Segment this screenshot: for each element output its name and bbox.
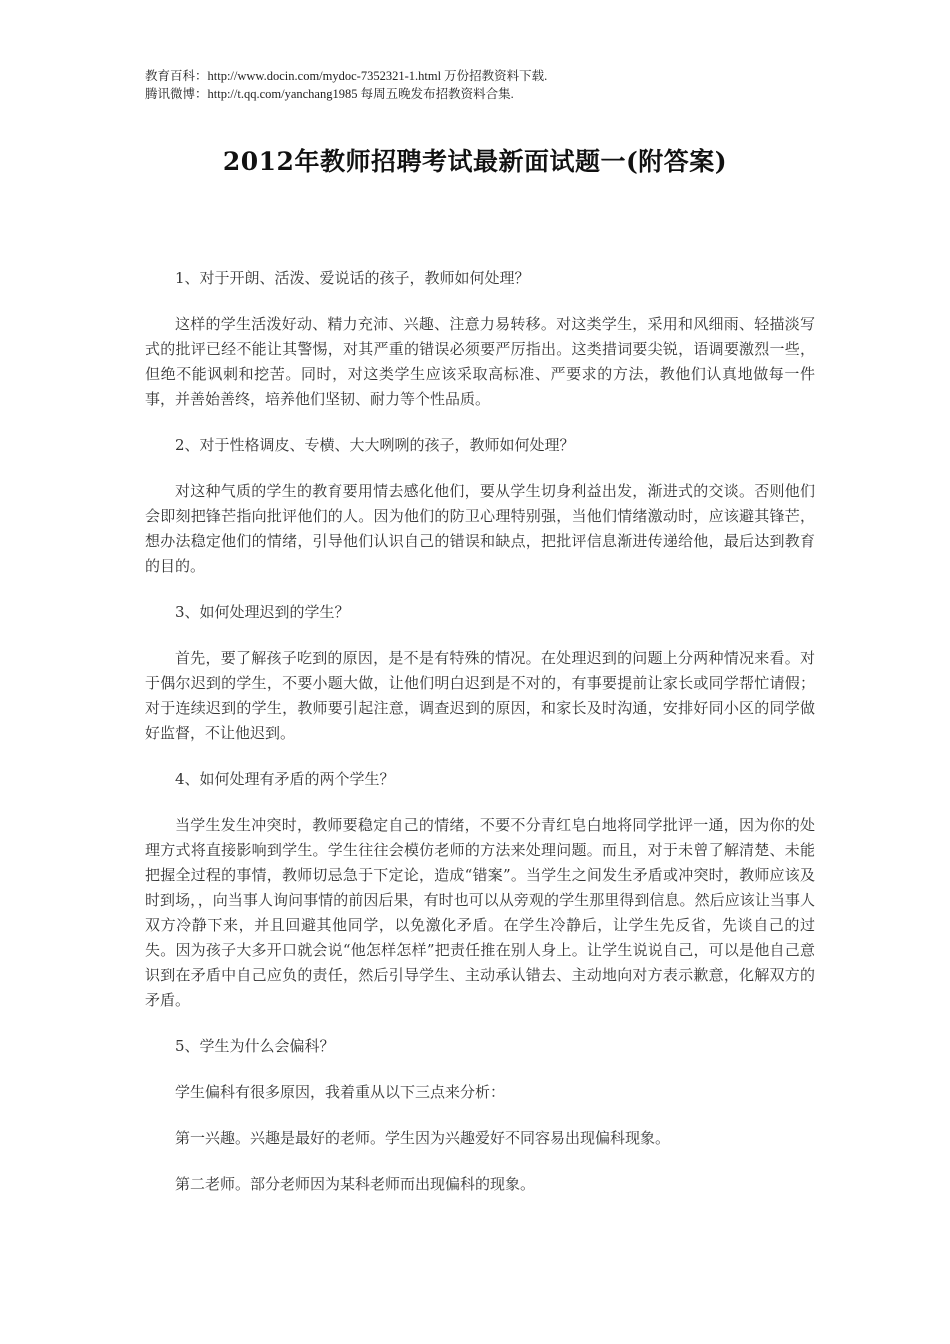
question-4: 4、如何处理有矛盾的两个学生？ [175, 770, 395, 788]
answer-5-point-1: 第一兴趣。兴趣是最好的老师。学生因为兴趣爱好不同容易出现偏科现象。 [175, 1129, 671, 1147]
question-1: 1、对于开朗、活泼、爱说话的孩子，教师如何处理？ [175, 269, 530, 287]
header-line-weibo: 腾讯微博：http://t.qq.com/yanchang1985 每周五晚发布招教资料合集. [145, 87, 514, 101]
question-5: 5、学生为什么会偏科？ [175, 1037, 335, 1055]
question-2: 2、对于性格调皮、专横、大大咧咧的孩子，教师如何处理？ [175, 436, 575, 454]
document-body [145, 266, 815, 1218]
page-header [145, 67, 547, 103]
answer-3: 首先，要了解孩子吃到的原因，是不是有特殊的情况。在处理迟到的问题上分两种情况来看。对于偶尔迟到的学生，不要小题大做，让他们明白迟到是不对的，有事要提前让家长或同学帮忙请假；对于连续迟到的学生，教师要引起注意，调查迟到的原因，和家长及时沟通，安排好同小区的同学做好监督，不让他迟到。 [145, 649, 815, 742]
answer-1: 这样的学生活泼好动、精力充沛、兴趣、注意力易转移。对这类学生，采用和风细雨、轻描淡写式的批评已经不能让其警惕，对其严重的错误必须要严厉指出。这类措词要尖锐，语调要激烈一些，但绝不能讽刺和挖苦。同时，对这类学生应该采取高标准、严要求的方法，教他们认真地做每一件事，并善始善终，培养他们坚韧、耐力等个性品质。 [145, 315, 815, 408]
header-line-docin: 教育百科：http://www.docin.com/mydoc-7352321-1.html 万份招教资料下载. [145, 69, 548, 83]
answer-5-intro: 学生偏科有很多原因，我着重从以下三点来分析： [175, 1083, 506, 1101]
document-title: 2012年教师招聘考试最新面试题一(附答案) [222, 147, 728, 176]
answer-5-point-2: 第二老师。部分老师因为某科老师而出现偏科的现象。 [175, 1175, 536, 1193]
question-3: 3、如何处理迟到的学生？ [175, 603, 350, 621]
answer-4: 当学生发生冲突时，教师要稳定自己的情绪，不要不分青红皂白地将同学批评一通，因为你的处理方式将直接影响到学生。学生往往会模仿老师的方法来处理问题。而且，对于未曾了解清楚、未能把握全过程的事情，教师切忌急于下定论，造成“错案”。当学生之间发生矛盾或冲突时，教师应该及时到场，，向当事人询问事情的前因后果，有时也可以从旁观的学生那里得到信息。然后应该让当事人双方冷静下来，并且回避其他同学，以免激化矛盾。在学生冷静后，让学生先反省，先谈自己的过失。因为孩子大多开口就会说“他怎样怎样”把责任推在别人身上。让学生说说自己，可以是他自己意识到在矛盾中自己应负的责任，然后引导学生、主动承认错去、主动地向对方表示歉意，化解双方的矛盾。 [145, 816, 815, 1009]
answer-2: 对这种气质的学生的教育要用情去感化他们，要从学生切身利益出发，渐进式的交谈。否则他们会即刻把锋芒指向批评他们的人。因为他们的防卫心理特别强，当他们情绪激动时，应该避其锋芒，想办法稳定他们的情绪，引导他们认识自己的错误和缺点，把批评信息渐进传递给他，最后达到教育的目的。 [145, 482, 815, 575]
